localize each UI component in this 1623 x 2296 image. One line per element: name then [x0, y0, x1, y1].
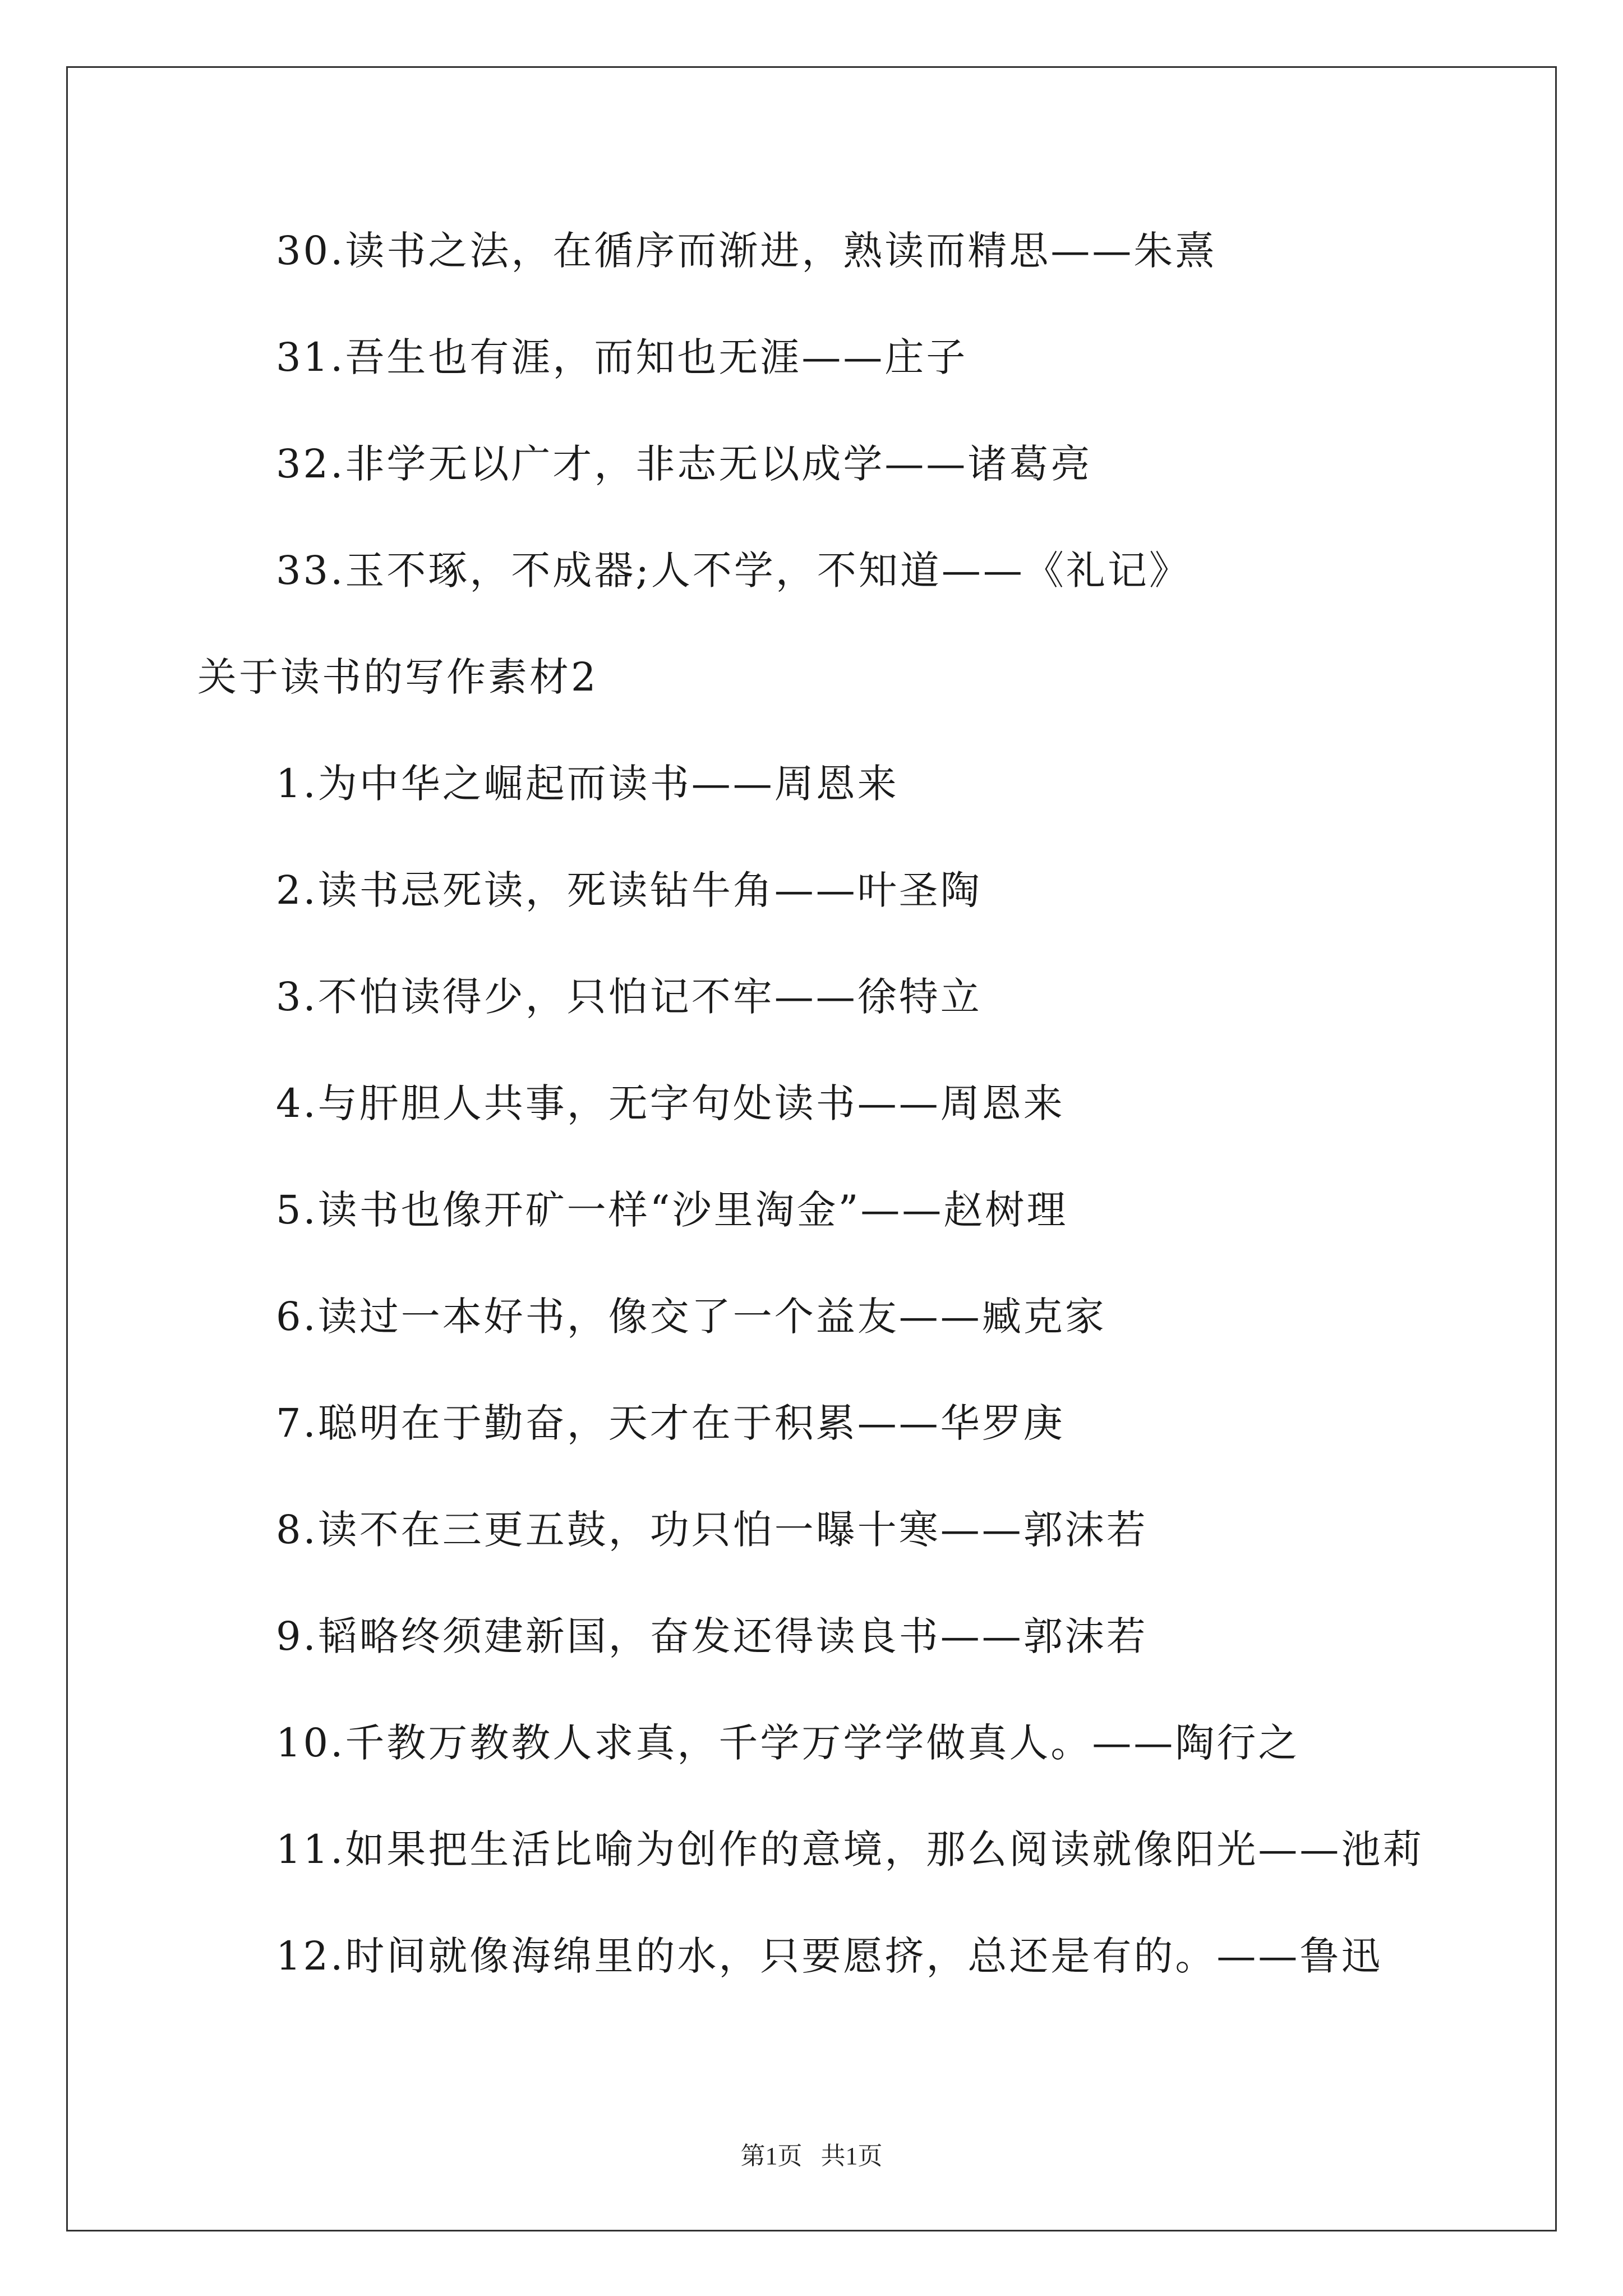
quote-line-12: 12.时间就像海绵里的水，只要愿挤，总还是有的。——鲁迅 — [276, 1933, 1383, 1979]
quote-line-1: 1.为中华之崛起而读书——周恩来 — [276, 761, 899, 807]
page-border — [66, 66, 1557, 2231]
quote-line-10: 10.千教万教教人求真，千学万学学做真人。——陶行之 — [276, 1720, 1300, 1766]
quote-line-3: 3.不怕读得少，只怕记不牢——徐特立 — [276, 974, 982, 1020]
quote-line-2: 2.读书忌死读，死读钻牛角——叶圣陶 — [276, 867, 982, 913]
page-footer: 第1页 共1页 — [740, 2142, 883, 2170]
quote-line-4: 4.与肝胆人共事，无字句处读书——周恩来 — [276, 1080, 1065, 1126]
quote-line-9: 9.韬略终须建新国，奋发还得读良书——郭沫若 — [276, 1613, 1148, 1659]
quote-line-5: 5.读书也像开矿一样“沙里淘金”——赵树理 — [276, 1187, 1068, 1233]
quote-line-33: 33.玉不琢，不成器;人不学，不知道——《礼记》 — [276, 547, 1191, 593]
quote-line-32: 32.非学无以广才，非志无以成学——诸葛亮 — [276, 441, 1092, 487]
section-heading: 关于读书的写作素材2 — [197, 654, 598, 700]
quote-line-11: 11.如果把生活比喻为创作的意境，那么阅读就像阳光——池莉 — [276, 1826, 1424, 1872]
quote-line-30: 30.读书之法，在循序而渐进，熟读而精思——朱熹 — [276, 228, 1217, 274]
quote-line-31: 31.吾生也有涯，而知也无涯——庄子 — [276, 334, 968, 380]
quote-line-8: 8.读不在三更五鼓，功只怕一曝十寒——郭沫若 — [276, 1507, 1148, 1553]
quote-line-6: 6.读过一本好书，像交了一个益友——臧克家 — [276, 1294, 1106, 1340]
quote-line-7: 7.聪明在于勤奋，天才在于积累——华罗庚 — [276, 1400, 1065, 1446]
